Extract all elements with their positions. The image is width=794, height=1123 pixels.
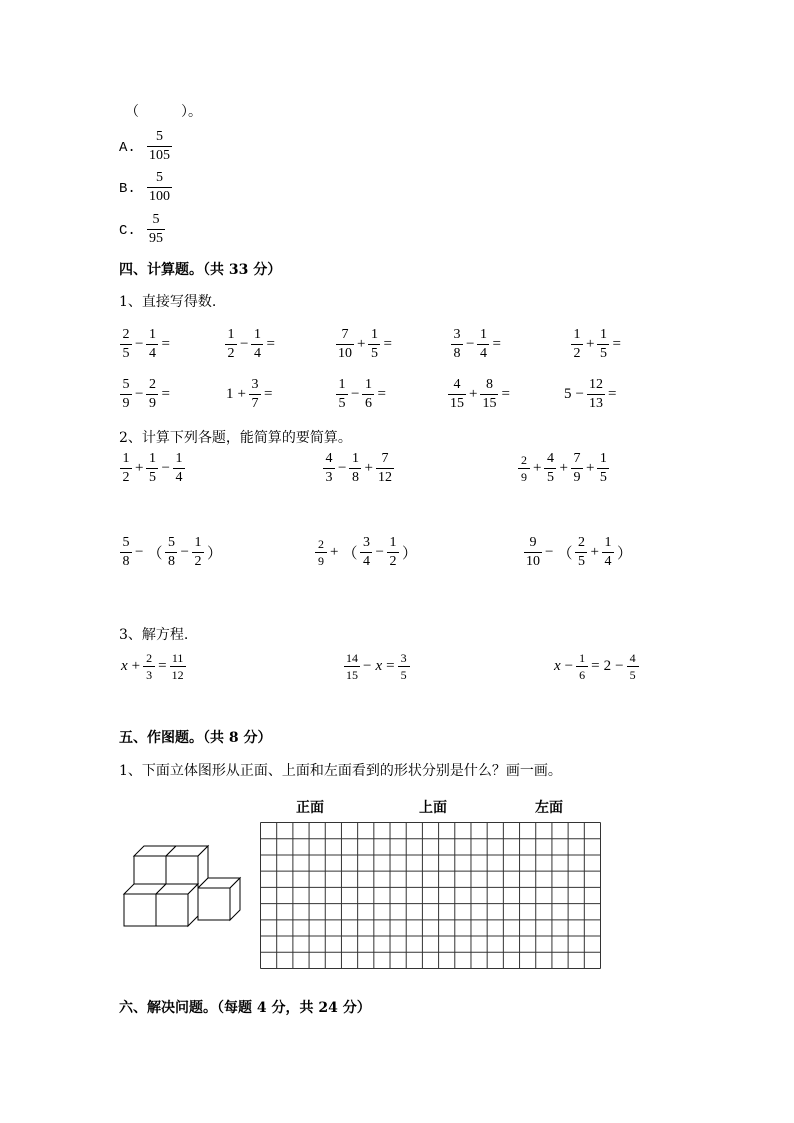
equation: $\frac{14}{15}$ − x = $\frac{3}{5}$ xyxy=(343,652,411,681)
grid-label-front: 正面 xyxy=(296,800,324,816)
calc-expression: $\frac{1}{5}$ − $\frac{1}{6}$ = xyxy=(335,378,388,411)
calc-expression: $\frac{2}{9}$ + （ $\frac{3}{4}$ − $\frac{1}{2}$ ） xyxy=(314,536,419,569)
q3-title: 3、解方程. xyxy=(119,627,189,643)
option-b-fraction: $\frac{5}{100}$ xyxy=(149,170,170,204)
grid-label-left: 左面 xyxy=(535,800,563,816)
option-a-label: A. xyxy=(119,140,136,156)
q2-title: 2、计算下列各题，能简算的要简算。 xyxy=(119,430,352,446)
option-a-fraction: $\frac{5}{105}$ xyxy=(149,129,170,163)
calc-expression: $\frac{1}{2}$ + $\frac{1}{5}$ = xyxy=(570,328,623,361)
calc-expression: $\frac{3}{8}$ − $\frac{1}{4}$ = xyxy=(450,328,503,361)
equation: x − $\frac{1}{6}$ = 2 − $\frac{4}{5}$ xyxy=(552,652,640,681)
option-b-label: B. xyxy=(119,181,136,197)
section-5-title: 五、作图题。（共 8 分） xyxy=(119,730,272,746)
calc-expression: $\frac{7}{10}$ + $\frac{1}{5}$ = xyxy=(338,327,392,361)
calc-expression: $\frac{5}{8}$ − （ $\frac{5}{8}$ − $\frac{1}{2}$ ） xyxy=(119,536,224,569)
option-c-fraction: $\frac{5}{95}$ xyxy=(149,212,163,246)
cube-figure xyxy=(118,840,246,932)
calc-expression: $\frac{9}{10}$ − （ $\frac{2}{5}$ + $\frac{1}{4}$ ） xyxy=(526,535,632,569)
grid-label-top: 上面 xyxy=(419,800,447,816)
drawing-grid[interactable] xyxy=(260,822,601,970)
calc-expression: 1 + $\frac{3}{7}$ = xyxy=(226,377,273,411)
drawing-question: 1、下面立体图形从正面、上面和左面看到的形状分别是什么？画一画。 xyxy=(119,763,562,779)
q1-title: 1、直接写得数. xyxy=(119,294,217,310)
calc-expression: $\frac{1}{2}$ − $\frac{1}{4}$ = xyxy=(224,328,277,361)
calc-expression: $\frac{4}{15}$ + $\frac{8}{15}$ = xyxy=(450,377,510,411)
calc-expression: 5 − $\frac{12}{13}$ = xyxy=(564,377,617,411)
calc-expression: $\frac{1}{2}$ + $\frac{1}{5}$ − $\frac{1}{4}$ xyxy=(119,452,186,485)
section-4-title: 四、计算题。（共 33 分） xyxy=(119,262,282,278)
equation: x + $\frac{2}{3}$ = $\frac{11}{12}$ xyxy=(121,651,184,682)
answer-blank: （ ）。 xyxy=(125,104,202,120)
calc-expression: $\frac{2}{9}$ + $\frac{4}{5}$ + $\frac{7}{9}$ + $\frac{1}{5}$ xyxy=(517,452,610,485)
option-c-label: C. xyxy=(119,223,136,239)
calc-expression: $\frac{2}{5}$ − $\frac{1}{4}$ = xyxy=(119,328,172,361)
calc-expression: $\frac{5}{9}$ − $\frac{2}{9}$ = xyxy=(119,378,172,411)
section-6-title: 六、解决问题。（每题 4 分，共 24 分） xyxy=(119,1000,371,1016)
calc-expression: $\frac{4}{3}$ − $\frac{1}{8}$ + $\frac{7}{12}$ xyxy=(322,452,395,485)
